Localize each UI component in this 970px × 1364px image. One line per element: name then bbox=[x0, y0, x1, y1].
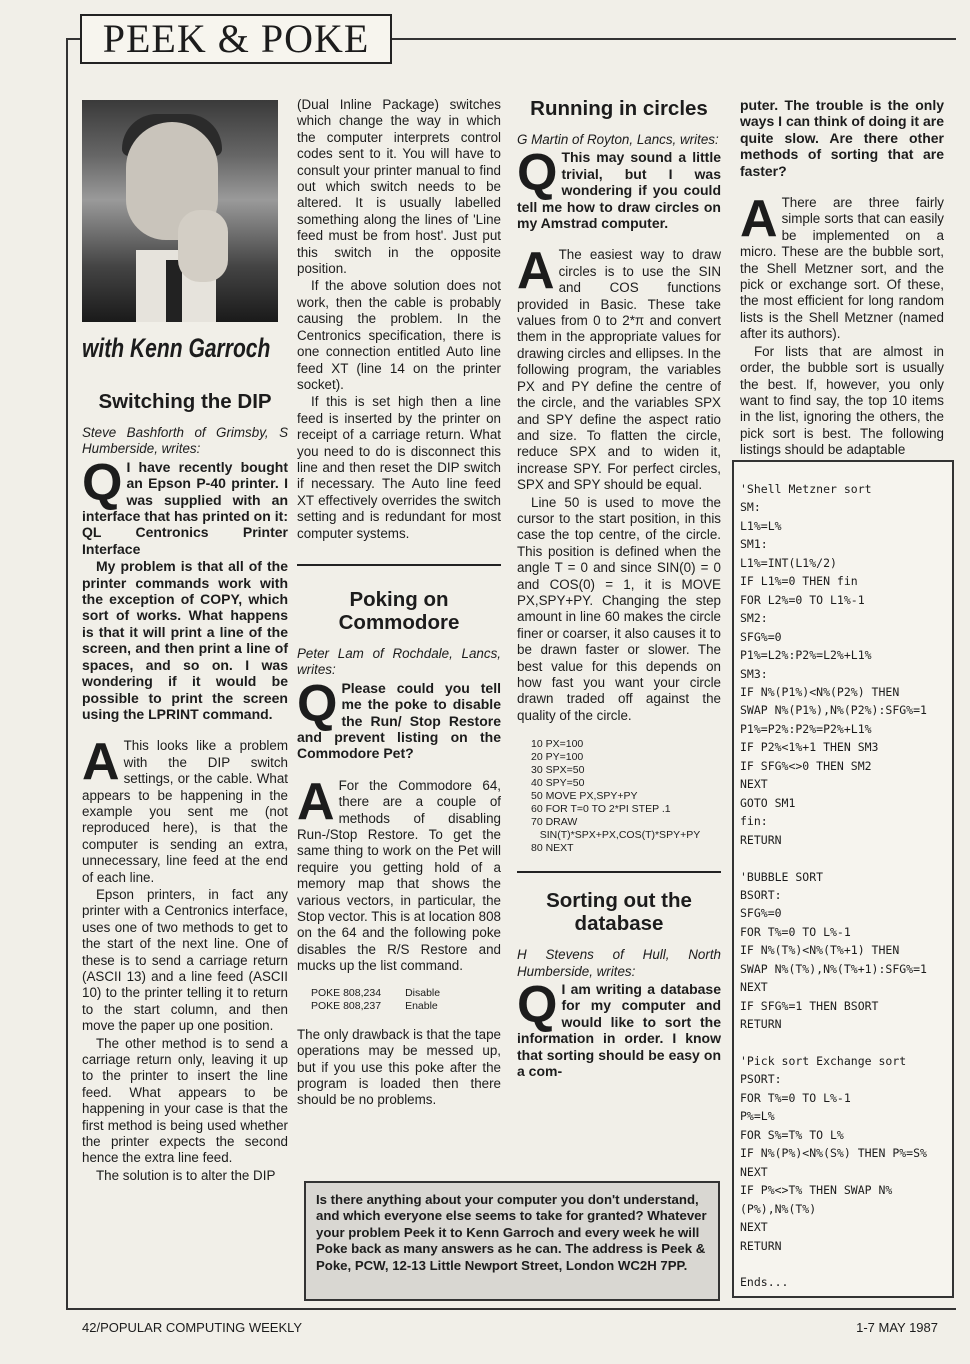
commodore-from: Peter Lam of Rochdale, Lancs, writes: bbox=[297, 645, 501, 678]
listing-line: SM1: bbox=[740, 537, 768, 552]
database-heading: Sorting out the database bbox=[546, 889, 692, 936]
listing-line: Ends... bbox=[740, 1275, 789, 1290]
database-question: Q I am writing a database for my computer and would like to sort the information in order. I know that sorting should be easy on a com- bbox=[517, 976, 721, 1080]
section-divider bbox=[297, 564, 501, 566]
footer-page-info: 42/POPULAR COMPUTING WEEKLY bbox=[82, 1320, 303, 1335]
database-question-cont: puter. The trouble is the only ways I can think of doing it are quite slow. Are there other methods of sorting that are faster? bbox=[740, 97, 944, 179]
listing-line: RETURN bbox=[740, 1017, 782, 1032]
column-3 bbox=[517, 97, 721, 1080]
listing-line: SM3: bbox=[740, 666, 768, 681]
column-2 bbox=[297, 97, 501, 1110]
listing-line: PSORT: bbox=[740, 1072, 782, 1087]
commodore-heading: Poking on Commodore bbox=[338, 587, 460, 634]
listing-line: IF P2%<1%+1 THEN SM3 bbox=[740, 740, 879, 755]
circle-program: 10 PX=100 20 PY=100 30 SPX=50 40 SPY=50 50 MOVE PX,SPY+PY 60 FOR T=0 TO 2*PI STEP .1 70 DRAW SIN(T)*SPX+PX,COS(T)*SPY+PY 80 NEXT bbox=[531, 738, 701, 855]
listing-line: IF N%(P%)<N%(S%) THEN P%=S% bbox=[740, 1146, 927, 1161]
listing-line: BSORT: bbox=[740, 887, 782, 902]
listing-line: IF SFG%<>0 THEN SM2 bbox=[740, 758, 872, 773]
listing-line bbox=[740, 1255, 946, 1273]
listing-line: IF N%(P1%)<N%(P2%) THEN bbox=[740, 684, 900, 699]
poke-table bbox=[311, 987, 464, 1013]
section-divider bbox=[517, 871, 721, 873]
commodore-drop-a: A bbox=[297, 772, 335, 831]
database-drop-a: A bbox=[740, 190, 778, 249]
dip-answer: A This looks like a problem with the DIP switch settings, or the cable. What appears to be happening in the example you sent me (not reproduced here), is that the computer is sending an extra, unnecessary, line feed at the end of each line. Epson printers, in fact any printer with a Centronics interface, uses one of two methods to get to the start of the next line. One of these is to send a carriage return (ASCII 13) and a line feed (ASCII 10) to the printer telling it to return to the start column, and then move the paper up one position. The other method is to send a carriage return only, leaving it up to the printer to insert the line feed. What appears to be happening in your case is that the first method is being used whether the printer expects the second hence the extra line feed. The solution is to alter the DIP bbox=[82, 733, 288, 1183]
circles-answer: A The easiest way to draw circles is to use the SIN and COS functions provided in Basic. These take values from 0 to 2*π and convert them in the appropriate values for drawing circles and ellipses. In the following program, the variables PX and PY define the centre of the circle, and the variables SPX and SPY define the aspect ratio and size. To flatten the circle, reduce SPX and to widen it, increase SPY. For perfect circles, SPX and SPY should be equal. Line 50 is used to move the cursor to the start position, in this case the top centre, of the circle. This position is defined when the angle T = 0 and since SIN(0) = 0 and COS(0) = 1, it is MOVE PX,SPY+PY. Changing the step amount in line 60 makes the circle finer or coarser, it also causes it to be drawn faster or slower. The best value for this depends on how fast you want your circle drawn traded off against the quality of the circle. bbox=[517, 242, 721, 723]
listing-line: 'Pick sort Exchange sort bbox=[740, 1054, 907, 1069]
poke-row: POKE 808,237 Enable bbox=[311, 999, 438, 1012]
listing-line: P1%=L2%:P2%=L2%+L1% bbox=[740, 648, 872, 663]
commodore-drop-q: Q bbox=[297, 674, 338, 733]
circles-heading: Running in circles bbox=[530, 97, 708, 120]
listing-line: RETURN bbox=[740, 1238, 782, 1253]
listing-line: FOR T%=0 TO L%-1 bbox=[740, 924, 851, 939]
column-title: PEEK & POKE bbox=[102, 16, 370, 61]
dip-drop-q: Q bbox=[82, 453, 123, 512]
column-4 bbox=[740, 97, 944, 460]
listing-line: FOR L2%=0 TO L1%-1 bbox=[740, 592, 865, 607]
listing-line: RETURN bbox=[740, 832, 782, 847]
listing-line: IF L1%=0 THEN fin bbox=[740, 574, 858, 589]
footer-date: 1-7 MAY 1987 bbox=[856, 1320, 938, 1335]
listing-line: SWAP N%(T%),N%(T%+1):SFG%=1 bbox=[740, 961, 927, 976]
database-drop-q: Q bbox=[517, 976, 558, 1035]
dip-continued-1: (Dual Inline Package) switches which change the way in which the computer interprets control codes sent to it. You will have to consult your printer manual to find out which switch needs to be altered. It is usually labelled something along the lines of 'Line feed must be from host'. Just put this switch in the opposite position. bbox=[297, 97, 501, 277]
database-from: H Stevens of Hull, North Humberside, writes: bbox=[517, 947, 721, 979]
circles-drop-q: Q bbox=[517, 144, 558, 203]
dip-from: Steve Bashforth of Grimsby, S Humberside, writes: bbox=[82, 425, 288, 457]
bottom-rule bbox=[66, 1308, 956, 1310]
listing-line: IF SFG%=1 THEN BSORT bbox=[740, 998, 879, 1013]
dip-continued-3: If this is set high then a line feed is inserted by the printer on receipt of a carriage return. What you need to do is disconnect this line and then reset the DIP switch if necessary. The Auto line feed XT effectively overrides the switch setting and is redundant for most computer systems. bbox=[297, 394, 501, 541]
listing-line bbox=[740, 849, 946, 867]
database-answer: A There are three fairly simple sorts that can easily be implemented on a micro. These are the bubble sort, the Shell Metzner sort, and the pick or exchange sort. Of these, the most efficient for long random lists is the Shell Metzner (named after its authors). For lists that are almost in order, the bubble sort is usually the best. If, however, you only want to find say, the top 10 items in the list, ignoring the others, the pick sort is best. The following listings should be adaptable bbox=[740, 190, 944, 458]
listing-line: (P%),N%(T%) bbox=[740, 1201, 817, 1216]
listing-line: IF P%<>T% THEN SWAP N% bbox=[740, 1183, 893, 1198]
commodore-question: Q Please could you tell me the poke to disable the Run/ Stop Restore and prevent listing on the Commodore Pet? bbox=[297, 674, 501, 762]
poke-row: POKE 808,234 Disable bbox=[311, 986, 441, 999]
listing-line: P1%=P2%:P2%=P2%+L1% bbox=[740, 721, 872, 736]
listing-line: SM: bbox=[740, 500, 761, 515]
dip-question: Q I have recently bought an Epson P-40 printer. I was supplied with an interface that has printed on it: QL Centronics Printer Interface My problem is that all of the printer commands work with the exception of COPY, which sort of works. What happens is that it will print a line of the screen, and then print a line of spaces, and so on. I was wondering if it would be possible to print the screen using the LPRINT command. bbox=[82, 453, 288, 722]
dip-continued-2: If the above solution does not work, then the cable is probably causing the problem. In the Centronics specification, there is one connection entitled Auto line feed XT (line 14 on the printer socket). bbox=[297, 278, 501, 392]
listing-line: NEXT bbox=[740, 1164, 768, 1179]
circles-from: G Martin of Royton, Lancs, writes: bbox=[517, 132, 719, 147]
listing-line: IF N%(T%)<N%(T%+1) THEN bbox=[740, 943, 900, 958]
masthead bbox=[80, 14, 392, 64]
listing-line: FOR T%=0 TO L%-1 bbox=[740, 1090, 851, 1105]
commodore-answer-2: The only drawback is that the tape operations may be messed up, but if you use this poke after the program is loaded then there should be no problems. bbox=[297, 1026, 501, 1108]
dip-drop-a: A bbox=[82, 733, 120, 792]
listing-line: SFG%=0 bbox=[740, 906, 782, 921]
circles-question: Q This may sound a little trivial, but I was wondering if you could tell me how to draw circles on my Amstrad computer. bbox=[517, 144, 721, 232]
sort-listing bbox=[732, 460, 954, 1298]
circles-drop-a: A bbox=[517, 242, 555, 301]
reader-callout: Is there anything about your computer you don't understand, and which everyone else seems to take for granted? Whatever your problem Peek it to Kenn Garroch and every week he will Poke back as many answers as he can. The address is Peek & Poke, PCW, 12-13 Little Newport Street, London WC2H 7PP. bbox=[304, 1181, 720, 1301]
column-1 bbox=[82, 100, 288, 1185]
dip-heading: Switching the DIP bbox=[98, 390, 272, 413]
listing-line: L1%=INT(L1%/2) bbox=[740, 555, 837, 570]
listing-line: fin: bbox=[740, 814, 768, 829]
listing-line: NEXT bbox=[740, 1220, 768, 1235]
listing-line: SM2: bbox=[740, 611, 768, 626]
commodore-answer: A For the Commodore 64, there are a couple of methods of disabling Run-/Stop Restore. To get the same thing to work on the Pet will require you getting hold of a memory map that shows the various vectors, in particular, the Stop vector. This is at location 808 on the 64 and the following poke disables the R/S Restore and mucks up the list command. bbox=[297, 772, 501, 974]
listing-line: FOR S%=T% TO L% bbox=[740, 1127, 844, 1142]
listing-line: SFG%=0 bbox=[740, 629, 782, 644]
listing-line: NEXT bbox=[740, 980, 768, 995]
listing-line: P%=L% bbox=[740, 1109, 775, 1124]
left-rule bbox=[66, 38, 68, 1308]
author-photo bbox=[82, 100, 278, 322]
listing-line bbox=[740, 1034, 946, 1052]
author-byline: with Kenn Garroch bbox=[82, 333, 271, 363]
listing-line: GOTO SM1 bbox=[740, 795, 796, 810]
listing-line: 'BUBBLE SORT bbox=[740, 869, 824, 884]
listing-line: SWAP N%(P1%),N%(P2%):SFG%=1 bbox=[740, 703, 927, 718]
listing-line: 'Shell Metzner sort bbox=[740, 482, 872, 496]
listing-line: L1%=L% bbox=[740, 518, 782, 533]
listing-line: NEXT bbox=[740, 777, 768, 792]
